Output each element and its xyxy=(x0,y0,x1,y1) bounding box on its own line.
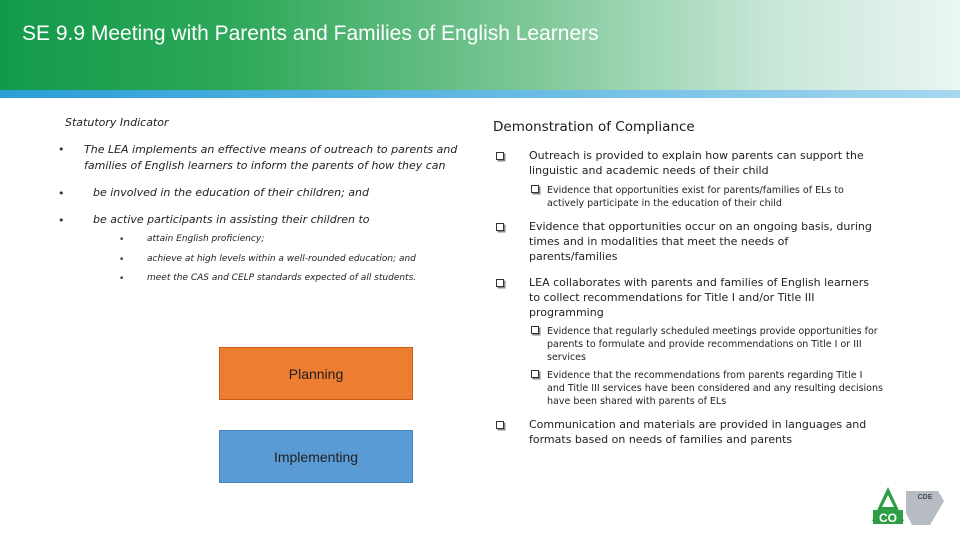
compliance-line: parents to formulate and provide recommendations on Title I or III xyxy=(547,339,862,350)
compliance-subitem xyxy=(547,369,883,408)
compliance-item xyxy=(529,219,872,264)
compliance-line: have been shared with parents of ELs xyxy=(547,396,727,407)
checkbox-icon xyxy=(496,421,504,432)
demonstration-heading: Demonstration of Compliance xyxy=(493,119,695,135)
implementing-box xyxy=(219,430,413,483)
statutory-subitem: achieve at high levels within a well-rounded education; and xyxy=(147,254,416,264)
statutory-subitem: meet the CAS and CELP standards expected of all students. xyxy=(147,273,417,283)
compliance-line: and Title III services have been considered and any resulting decisions xyxy=(547,383,883,394)
compliance-line: Outreach is provided to explain how parents can support the xyxy=(529,149,864,162)
bullet: • xyxy=(58,143,65,156)
planning-label: Planning xyxy=(288,365,344,382)
compliance-subitem xyxy=(547,184,844,210)
compliance-line: LEA collaborates with parents and families of English learners xyxy=(529,276,870,289)
bullet: • xyxy=(119,274,125,284)
planning-box xyxy=(219,347,413,400)
checkbox-icon xyxy=(531,326,539,337)
logo-co-text: CO xyxy=(879,511,897,525)
checkbox-icon xyxy=(531,185,539,196)
statutory-item-line: families of English learners to inform the parents of how they can xyxy=(84,159,446,172)
compliance-line: formats based on needs of families and parents xyxy=(529,433,793,446)
statutory-item: be involved in the education of their children; and xyxy=(93,186,369,199)
cde-logo-icon xyxy=(868,485,948,527)
logo-cde-text: CDE xyxy=(917,494,933,501)
compliance-line: to collect recommendations for Title I and/or Title III xyxy=(529,291,815,304)
statutory-subitem: attain English proficiency; xyxy=(147,234,265,244)
bullet: • xyxy=(119,235,125,245)
compliance-line: programming xyxy=(529,306,604,319)
page-title: SE 9.9 Meeting with Parents and Families of English Learners xyxy=(22,22,599,45)
checkbox-icon xyxy=(496,279,504,290)
header-accent-bar xyxy=(0,90,960,98)
compliance-line: services xyxy=(547,352,586,363)
header-banner xyxy=(0,0,960,90)
bullet: • xyxy=(119,255,125,265)
compliance-line: linguistic and academic needs of their child xyxy=(529,164,769,177)
compliance-line: Communication and materials are provided in languages and xyxy=(529,418,867,431)
compliance-line: Evidence that opportunities occur on an ongoing basis, during xyxy=(529,220,872,233)
compliance-subitem xyxy=(547,325,878,364)
compliance-line: actively participate in the education of their child xyxy=(547,198,782,209)
implementing-label: Implementing xyxy=(273,448,359,465)
checkbox-icon xyxy=(496,152,504,163)
compliance-item xyxy=(529,417,866,447)
compliance-item xyxy=(529,148,864,178)
statutory-item xyxy=(84,142,484,174)
statutory-item: be active participants in assisting their children to xyxy=(93,213,370,226)
compliance-line: parents/families xyxy=(529,250,618,263)
compliance-item xyxy=(529,275,869,320)
compliance-line: Evidence that opportunities exist for parents/families of ELs to xyxy=(547,185,844,196)
compliance-line: times and in modalities that meet the needs of xyxy=(529,235,789,248)
checkbox-icon xyxy=(496,223,504,234)
bullet: • xyxy=(58,187,65,200)
statutory-item-line: The LEA implements an effective means of outreach to parents and xyxy=(84,143,458,156)
statutory-indicator-heading: Statutory Indicator xyxy=(65,116,169,129)
checkbox-icon xyxy=(531,370,539,381)
compliance-line: Evidence that regularly scheduled meetings provide opportunities for xyxy=(547,326,878,337)
compliance-line: Evidence that the recommendations from parents regarding Title I xyxy=(547,370,863,381)
bullet: • xyxy=(58,214,65,227)
